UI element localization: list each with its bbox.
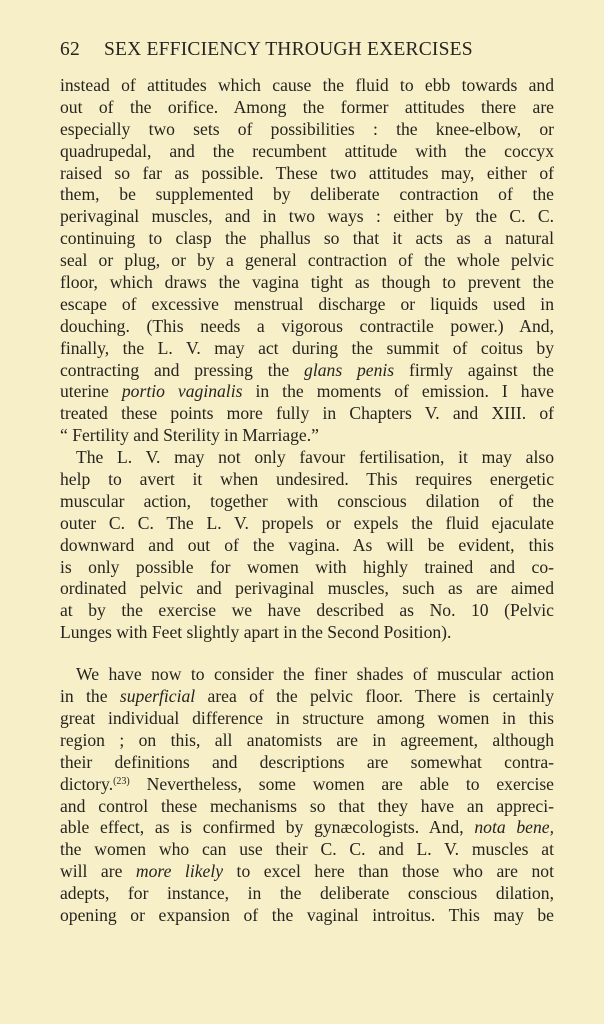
text-line: help to avert it when undesired. This requires energetic bbox=[60, 469, 554, 490]
paragraph-gap bbox=[60, 644, 554, 664]
text-line: dictory.$^{(23)}$ Nevertheless, some women are able to exercise bbox=[60, 773, 554, 794]
text-line: quadrupedal, and the recumbent attitude with the coccyx bbox=[60, 140, 554, 161]
text-line: continuing to clasp the phallus so that it acts as a natural bbox=[60, 228, 554, 249]
text-line: will are more likely to excel here than those who are not bbox=[60, 861, 554, 882]
text-line: escape of excessive menstrual discharge or liquids used in bbox=[60, 293, 554, 314]
text-line: able effect, as is confirmed by gynæcologists. And, nota bene, bbox=[60, 817, 554, 838]
text-line: their definitions and descriptions are somewhat contra- bbox=[60, 751, 554, 772]
text-line: instead of attitudes which cause the fluid to ebb towards and bbox=[60, 75, 554, 95]
text-line: great individual difference in structure among women in this bbox=[60, 707, 554, 728]
page-number: 62 bbox=[60, 39, 80, 60]
text-line: perivaginal muscles, and in two ways : either by the C. C. bbox=[60, 206, 554, 227]
body-text bbox=[60, 75, 554, 927]
text-line: treated these points more fully in Chapters V. and XIII. of bbox=[60, 403, 554, 424]
text-line: The L. V. may not only favour fertilisation, it may also bbox=[76, 447, 554, 468]
italic-term: more likely bbox=[135, 861, 224, 882]
text-line: opening or expansion of the vaginal introitus. This may be bbox=[60, 904, 554, 925]
text-line: douching. (This needs a vigorous contractile power.) And, bbox=[60, 315, 554, 336]
text-line: Lunges with Feet slightly apart in the Second Position). bbox=[60, 622, 452, 643]
italic-term: glans penis bbox=[304, 359, 395, 380]
running-title: SEX EFFICIENCY THROUGH EXERCISES bbox=[104, 39, 473, 60]
text-line: “ Fertility and Sterility in Marriage.” bbox=[60, 425, 319, 446]
italic-term: nota bene, bbox=[474, 817, 554, 838]
running-header bbox=[60, 37, 520, 63]
text-line: especially two sets of possibilities : the knee-elbow, or bbox=[60, 118, 554, 139]
text-line: raised so far as possible. These two attitudes may, either of bbox=[60, 162, 554, 183]
text-line: adepts, for instance, in the deliberate conscious dilation, bbox=[60, 883, 554, 904]
paragraph-2 bbox=[60, 447, 554, 644]
paragraph-3 bbox=[60, 664, 554, 927]
footnote-ref: (23) bbox=[113, 775, 130, 787]
text-line: outer C. C. The L. V. propels or expels the fluid ejaculate bbox=[60, 512, 554, 533]
text-line: them, be supplemented by deliberate contraction of the bbox=[60, 184, 554, 205]
text-line: is only possible for women with highly trained and co- bbox=[60, 556, 554, 577]
text-line: in the superficial area of the pelvic floor. There is certainly bbox=[60, 686, 554, 707]
text-line: out of the orifice. Among the former attitudes there are bbox=[60, 96, 554, 117]
text-line: seal or plug, or by a general contraction of the whole pelvic bbox=[60, 250, 554, 271]
paragraph-1 bbox=[60, 75, 554, 447]
text-line: finally, the L. V. may act during the summit of coitus by bbox=[60, 337, 554, 358]
text-line: We have now to consider the finer shades of muscular action bbox=[76, 664, 554, 685]
italic-term: superficial bbox=[119, 686, 196, 707]
italic-term: portio vaginalis bbox=[121, 381, 243, 402]
text-line: region ; on this, all anatomists are in agreement, although bbox=[60, 729, 554, 750]
text-line: uterine portio vaginalis in the moments of emission. I have bbox=[60, 381, 554, 402]
text-line: muscular action, together with conscious dilation of the bbox=[60, 490, 554, 511]
text-line: floor, which draws the vagina tight as though to prevent the bbox=[60, 272, 554, 293]
text-line: downward and out of the vagina. As will be evident, this bbox=[60, 534, 554, 555]
text-line: and control these mechanisms so that they have an appreci- bbox=[60, 795, 554, 816]
text-line: at by the exercise we have described as No. 10 (Pelvic bbox=[60, 600, 554, 621]
text-line: the women who can use their C. C. and L. V. muscles at bbox=[60, 839, 554, 860]
text-line: contracting and pressing the glans penis firmly against the bbox=[60, 359, 554, 380]
text-line: ordinated pelvic and perivaginal muscles, such as are aimed bbox=[60, 578, 554, 599]
